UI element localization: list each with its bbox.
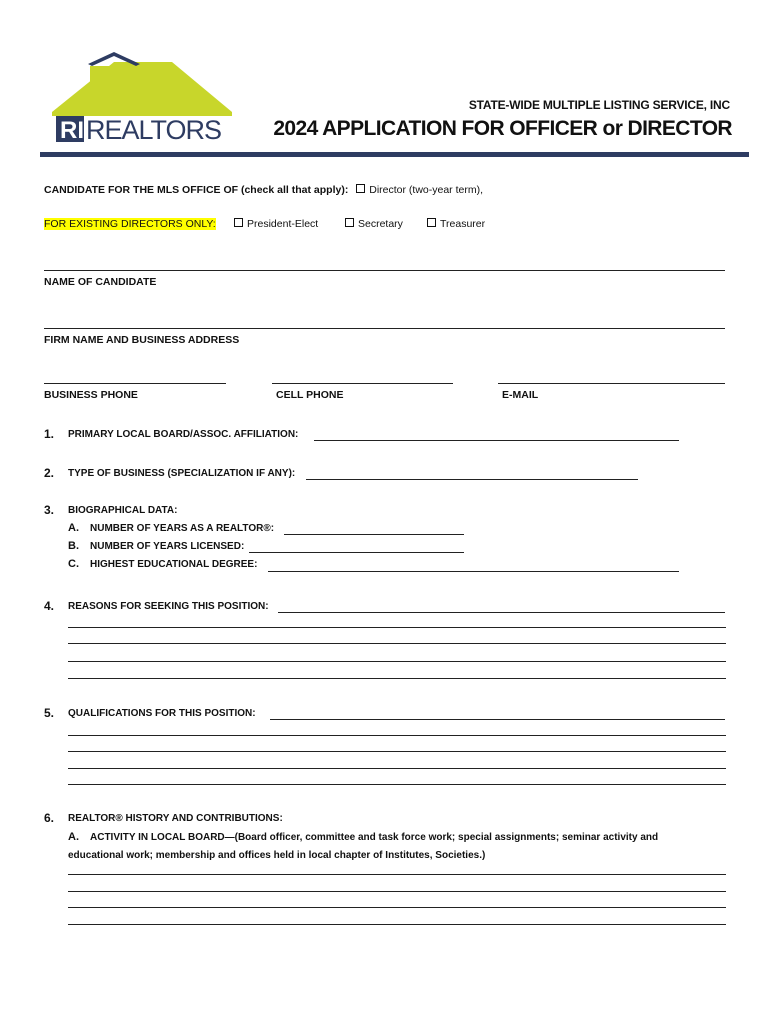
business-type-field[interactable] (306, 479, 638, 480)
secretary-label: Secretary (358, 218, 403, 230)
reasons-field-line-5[interactable] (68, 678, 726, 679)
qualifications-field-line-2[interactable] (68, 735, 726, 736)
email-label: E-MAIL (502, 389, 539, 401)
reasons-field-line-1[interactable] (278, 612, 725, 613)
section-1-number: 1. (44, 427, 55, 441)
section-5-number: 5. (44, 706, 55, 720)
section-2-number: 2. (44, 466, 55, 480)
header-rule (40, 152, 749, 157)
qualifications-field-line-4[interactable] (68, 768, 726, 769)
years-realtor-field[interactable] (284, 534, 464, 535)
reasons-field-line-3[interactable] (68, 643, 726, 644)
section-6-number: 6. (44, 811, 55, 825)
firm-label: FIRM NAME AND BUSINESS ADDRESS (44, 334, 240, 346)
page-title: 2024 APPLICATION FOR OFFICER or DIRECTOR (273, 117, 732, 140)
activity-field-line-3[interactable] (68, 907, 726, 908)
president-elect-label: President-Elect (247, 218, 319, 230)
cell-phone-field[interactable] (272, 383, 453, 384)
section-6a-letter: A. (68, 831, 79, 843)
secretary-checkbox[interactable] (345, 218, 354, 227)
firm-field[interactable] (44, 328, 725, 329)
realtors-logo (52, 50, 234, 145)
section-3a-label: NUMBER OF YEARS AS A REALTOR®: (90, 523, 275, 534)
section-3b-label: NUMBER OF YEARS LICENSED: (90, 541, 245, 552)
section-6-label: REALTOR® HISTORY AND CONTRIBUTIONS: (68, 813, 283, 824)
cell-phone-label: CELL PHONE (276, 389, 344, 401)
section-3-number: 3. (44, 503, 55, 517)
section-5-label: QUALIFICATIONS FOR THIS POSITION: (68, 708, 256, 719)
svg-text:RI: RI (60, 117, 84, 144)
section-6a-text-line-1: ACTIVITY IN LOCAL BOARD—(Board officer, committee and task force work; special assignments; seminar activity and (90, 832, 659, 843)
qualifications-field-line-5[interactable] (68, 784, 726, 785)
section-4-label: REASONS FOR SEEKING THIS POSITION: (68, 601, 269, 612)
activity-field-line-1[interactable] (68, 874, 726, 875)
name-label: NAME OF CANDIDATE (44, 276, 157, 288)
activity-field-line-2[interactable] (68, 891, 726, 892)
president-elect-checkbox[interactable] (234, 218, 243, 227)
section-3-label: BIOGRAPHICAL DATA: (68, 505, 178, 516)
years-licensed-field[interactable] (249, 552, 464, 553)
candidate-office-row (44, 184, 483, 196)
email-field[interactable] (498, 383, 725, 384)
candidate-label: CANDIDATE FOR THE MLS OFFICE OF (check all that apply): (44, 184, 349, 196)
affiliation-field[interactable] (314, 440, 679, 441)
name-field[interactable] (44, 270, 725, 271)
section-3a-letter: A. (68, 522, 79, 534)
reasons-field-line-2[interactable] (68, 627, 726, 628)
qualifications-field-line-1[interactable] (270, 719, 725, 720)
treasurer-label: Treasurer (440, 218, 486, 230)
section-1-label: PRIMARY LOCAL BOARD/ASSOC. AFFILIATION: (68, 429, 299, 440)
director-option-label: Director (two-year term), (369, 184, 484, 196)
activity-field-line-4[interactable] (68, 924, 726, 925)
education-field[interactable] (268, 571, 679, 572)
section-4-number: 4. (44, 599, 55, 613)
section-3b-letter: B. (68, 540, 79, 552)
business-phone-field[interactable] (44, 383, 226, 384)
section-2-label: TYPE OF BUSINESS (SPECIALIZATION IF ANY): (68, 468, 296, 479)
org-name: STATE-WIDE MULTIPLE LISTING SERVICE, INC (468, 98, 730, 112)
existing-directors-label: FOR EXISTING DIRECTORS ONLY: (44, 218, 216, 230)
treasurer-checkbox[interactable] (427, 218, 436, 227)
business-phone-label: BUSINESS PHONE (44, 389, 138, 401)
director-checkbox[interactable] (356, 184, 365, 193)
section-3c-letter: C. (68, 558, 79, 570)
section-6a-text-line-2: educational work; membership and offices held in local chapter of Institutes, Societies.) (68, 850, 486, 861)
svg-text:REALTORS: REALTORS (86, 115, 222, 145)
reasons-field-line-4[interactable] (68, 661, 726, 662)
qualifications-field-line-3[interactable] (68, 751, 726, 752)
section-3c-label: HIGHEST EDUCATIONAL DEGREE: (90, 559, 258, 570)
